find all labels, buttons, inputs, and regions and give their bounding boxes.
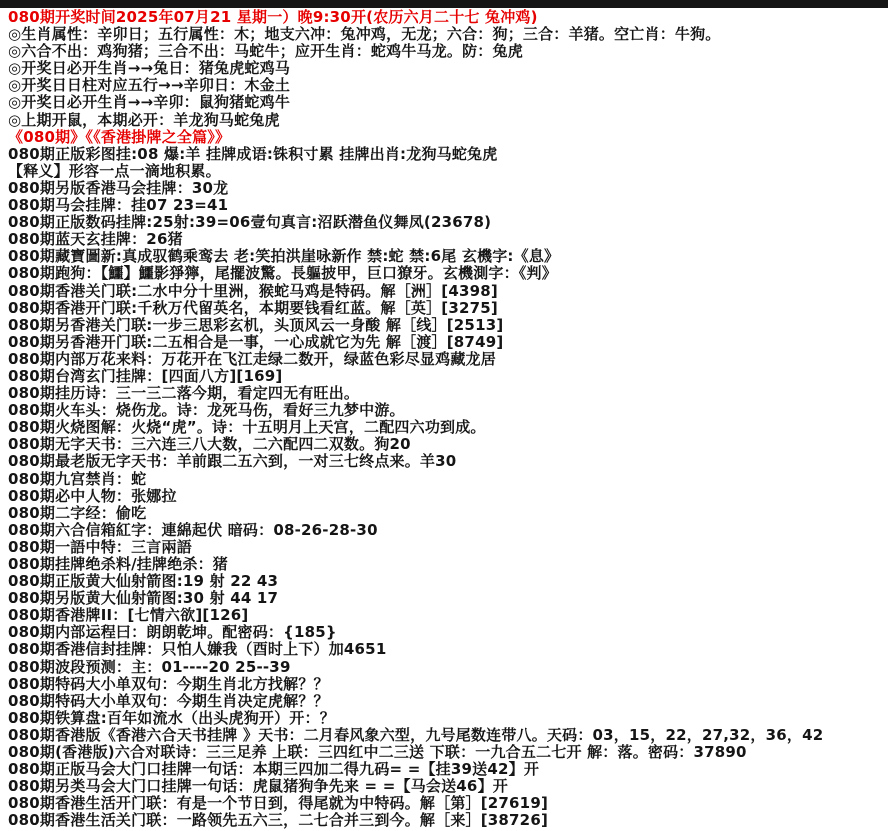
- text-line: ◎六合不出：鸡狗猪；三合不出：马蛇牛；应开生肖：蛇鸡牛马龙。防：兔虎: [8, 42, 523, 61]
- text-line: 080期正版数码挂牌:25射:39=06壹句真言:沼跃潜鱼仪舞凤(23678): [8, 213, 492, 232]
- text-line: 080期特码大小单双句：今期生肖北方找解？？: [8, 674, 329, 693]
- text-line: 080期一語中特：三言兩語: [8, 537, 192, 556]
- text-line: 080期正版黄大仙射箭图:19 射 22 43: [8, 572, 279, 591]
- text-line: 080期火烧图解：火烧“虎”。诗：十五明月上天宫，二配四六功到成。: [8, 418, 486, 437]
- text-line: 080期香港生活开门联：有是一个节日到，得尾就为中特码。解［第］[27619]: [8, 794, 549, 813]
- text-line: 080期特码大小单双句：今期生肖决定虎解？？: [8, 691, 329, 710]
- text-line: 080期香港信封挂牌：只怕人嫌我（酉时上下）加4651: [8, 640, 387, 659]
- text-line: 080期马会挂牌：挂07 23=41: [8, 196, 229, 215]
- text-line: 080期藏寶圖新:真成驭鹤乘鸾去 老:笑拍洪崖咏新作 禁:蛇 禁:6尾 玄機字:《息》: [8, 247, 560, 266]
- text-line: 080期香港开门联:千秋万代留英名，本期要钱看红蓝。解［英］[3275]: [8, 298, 498, 317]
- text-line: 080期蓝天玄挂牌：26猪: [8, 230, 183, 249]
- text-line: 080期香港生活关门联：一路领先五六三，二七合并三到今。解［来］[38726]: [8, 811, 549, 830]
- text-line: 080期正版马会大门口挂牌一句话：本期三四加二得九码= =【挂39送42】开: [8, 760, 540, 779]
- text-line: ◎开奖日必开生肖→→兔日：猪兔虎蛇鸡马: [8, 59, 291, 78]
- text-line: 080期必中人物：张娜拉: [8, 486, 177, 505]
- text-line: 080期波段预测：主：01----20 25--39: [8, 657, 291, 676]
- text-line: 080期另类马会大门口挂牌一句话：虎鼠猪狗争先来 = =【马会送46】开: [8, 777, 508, 796]
- text-line: 080期香港牌II：[七情六欲][126]: [8, 606, 249, 625]
- text-line: ◎生肖属性：辛卯日；五行属性：木；地支六冲：兔冲鸡，无龙；六合：狗；三合：羊猪。空亡肖：牛狗。: [8, 25, 721, 44]
- text-line: 【释义】形容一点一滴地积累。: [8, 161, 221, 180]
- text-line: 080期内部运程曰：朗朗乾坤。配密码：{185}: [8, 623, 337, 642]
- section-title: 《080期》《《香港掛牌之全篇》》: [8, 127, 231, 146]
- text-line: 080期另版香港马会挂牌：30龙: [8, 178, 229, 197]
- tipsheet-content: [0, 8, 888, 830]
- text-line: 080期挂牌绝杀料/挂牌绝杀：猪: [8, 555, 228, 573]
- top-divider-bar: [0, 0, 888, 8]
- text-line: 080期香港关门联:二水中分十里洲，猴蛇马鸡是特码。解［洲］[4398]: [8, 281, 498, 300]
- text-line: 080期另版黄大仙射箭图:30 射 44 17: [8, 589, 279, 608]
- text-line: 080期另香港关门联:一步三思彩玄机，头顶风云一身酸 解［线］[2513]: [8, 315, 504, 334]
- text-line: ◎上期开鼠，本期必开：羊龙狗马蛇兔虎: [8, 110, 280, 129]
- text-line: 080期挂历诗：三一三二落今期，看定四无有旺出。: [8, 384, 360, 403]
- text-line: 080期(香港版)六合对联诗：三三足养 上联：三四红中二三送 下联：一九合五二七开 解：落。密码：37890: [8, 743, 747, 762]
- text-line: 080期火车头：烧伤龙。诗：龙死马伤，看好三九梦中游。: [8, 401, 405, 420]
- text-line: 080期台湾玄门挂牌：[四面八方][169]: [8, 366, 283, 385]
- text-line: 080期最老版无字天书：羊前跟二五六到，一对三七终点来。羊30: [8, 452, 457, 471]
- text-line: 080期六合信箱紅字：連綿起伏 暗码：08-26-28-30: [8, 520, 378, 539]
- text-line: 080期无字天书：三六连三八大数，二六配四二双数。狗20: [8, 435, 411, 454]
- text-line: 080期内部万花来料：万花开在飞江走绿二数开，绿蓝色彩尽显鸡藏龙居: [8, 349, 496, 368]
- text-line: 080期香港版《香港六合天书挂牌 》天书：二月春风象六型，九号尾数连带八。天码：03，15，22，27,32，36，42: [8, 725, 824, 744]
- text-line: 080期正版彩图挂:08 爆:羊 挂牌成语:铢积寸累 挂牌出肖:龙狗马蛇兔虎: [8, 144, 498, 163]
- text-line: ◎开奖日日柱对应五行→→辛卯日：木金土: [8, 76, 291, 95]
- text-line: 080期二字经：偷吃: [8, 503, 147, 522]
- text-line: 080期铁算盘:百年如流水（出头虎狗开）开：？: [8, 708, 335, 727]
- text-line: 080期九宫禁肖：蛇: [8, 469, 147, 488]
- draw-time-header: 080期开奖时间2025年07月21 星期一）晚9:30开(农历六月二十七 兔冲鸡): [8, 8, 538, 26]
- text-line: 080期跑狗：【鱷】鱷影猙獰，尾擺波驚。長軀披甲，巨口獠牙。玄機測字：《判》: [8, 264, 557, 283]
- text-line: ◎开奖日必开生肖→→辛卯：鼠狗猪蛇鸡牛: [8, 93, 291, 112]
- text-line: 080期另香港开门联:二五相合是一事，一心成就它为先 解［渡］[8749]: [8, 332, 504, 351]
